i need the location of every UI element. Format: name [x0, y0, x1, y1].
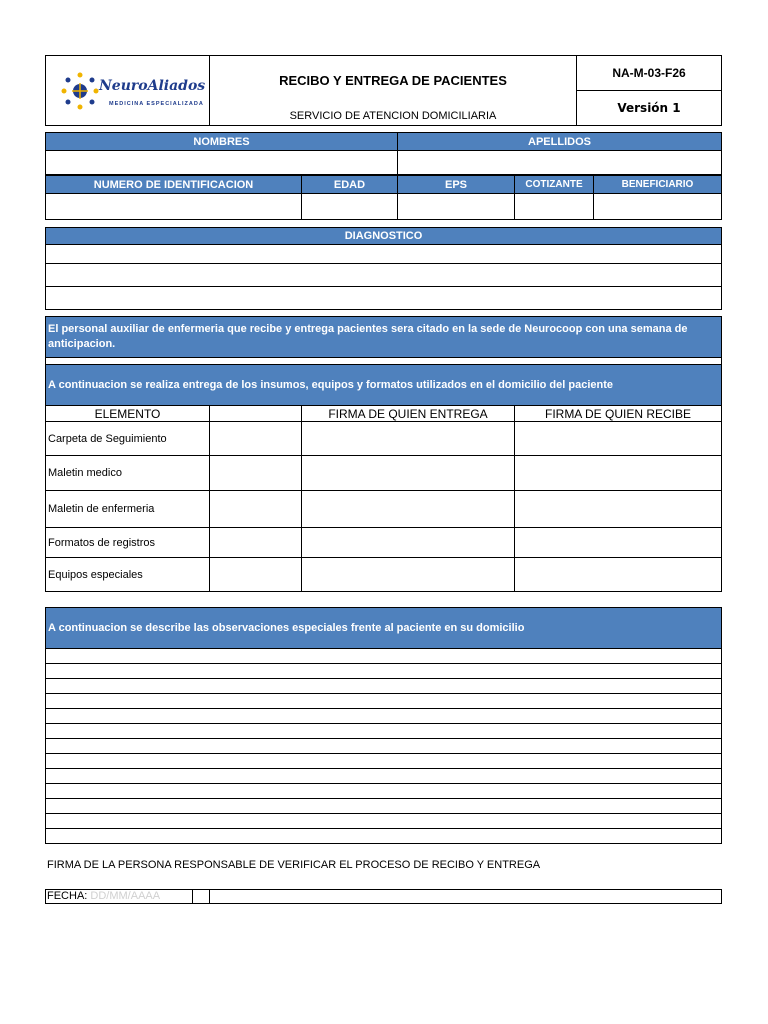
firma-field[interactable] — [209, 889, 722, 904]
page-subtitle: SERVICIO DE ATENCION DOMICILIARIA — [289, 110, 497, 122]
insumos-intro: A continuacion se realiza entrega de los insumos, equipos y formatos utilizados en el domicilio del paciente — [45, 364, 722, 406]
cotizante-header: COTIZANTE — [514, 175, 594, 194]
observaciones-intro: A continuacion se describe las observaciones especiales frente al paciente en su domicilio — [45, 607, 722, 649]
col-elemento: ELEMENTO — [45, 405, 210, 422]
firma-recibe[interactable] — [514, 490, 722, 528]
item-check[interactable] — [209, 527, 302, 558]
notice-text: El personal auxiliar de enfermeria que recibe y entrega pacientes sera citado en la sede de Neurocoop con una semana de anticipacion. — [45, 316, 722, 358]
doc-code: NA-M-03-F26 — [576, 55, 722, 91]
item-label: Maletin de enfermeria — [45, 490, 210, 528]
firma-responsable-label: FIRMA DE LA PERSONA RESPONSABLE DE VERIFICAR EL PROCESO DE RECIBO Y ENTREGA — [47, 859, 541, 871]
observacion-line[interactable] — [45, 753, 722, 769]
header-logo-cell — [45, 55, 210, 126]
col-recibe: FIRMA DE QUIEN RECIBE — [514, 405, 722, 422]
logo-icon — [60, 71, 100, 111]
item-check[interactable] — [209, 421, 302, 456]
observacion-line[interactable] — [45, 723, 722, 739]
observacion-line[interactable] — [45, 678, 722, 694]
observacion-line[interactable] — [45, 768, 722, 784]
numero-id-header: NUMERO DE IDENTIFICACION — [45, 175, 302, 194]
eps-field[interactable] — [397, 193, 515, 220]
firma-recibe[interactable] — [514, 455, 722, 491]
item-label: Carpeta de Seguimiento — [45, 421, 210, 456]
item-check[interactable] — [209, 490, 302, 528]
observacion-line[interactable] — [45, 693, 722, 709]
observacion-line[interactable] — [45, 828, 722, 844]
firma-entrega[interactable] — [301, 490, 515, 528]
col-blank — [209, 405, 302, 422]
edad-field[interactable] — [301, 193, 398, 220]
beneficiario-field[interactable] — [593, 193, 722, 220]
diagnostico-header: DIAGNOSTICO — [45, 227, 722, 245]
firma-entrega[interactable] — [301, 421, 515, 456]
diagnostico-line-3[interactable] — [45, 286, 722, 310]
logo-tagline: MEDICINA ESPECIALIZADA — [109, 101, 204, 107]
logo-name: NeuroAliados — [99, 78, 206, 94]
header-title-cell — [209, 55, 577, 126]
beneficiario-header: BENEFICIARIO — [593, 175, 722, 194]
fecha-placeholder[interactable]: DD/MM/AAAA — [90, 890, 161, 902]
observacion-line[interactable] — [45, 648, 722, 664]
eps-header: EPS — [397, 175, 515, 194]
item-label: Maletin medico — [45, 455, 210, 491]
item-check[interactable] — [209, 455, 302, 491]
observacion-line[interactable] — [45, 798, 722, 814]
firma-entrega[interactable] — [301, 557, 515, 592]
fecha-label: FECHA: — [47, 890, 88, 902]
firma-recibe[interactable] — [514, 421, 722, 456]
observacion-line[interactable] — [45, 813, 722, 829]
firma-entrega[interactable] — [301, 527, 515, 558]
observacion-line[interactable] — [45, 708, 722, 724]
item-label: Equipos especiales — [45, 557, 210, 592]
numero-id-field[interactable] — [45, 193, 302, 220]
fecha-label-cell — [45, 889, 193, 904]
observacion-line[interactable] — [45, 783, 722, 799]
fecha-small-cell[interactable] — [192, 889, 210, 904]
cotizante-field[interactable] — [514, 193, 594, 220]
doc-version: Versión 1 — [576, 90, 722, 126]
firma-recibe[interactable] — [514, 557, 722, 592]
item-label: Formatos de registros — [45, 527, 210, 558]
firma-recibe[interactable] — [514, 527, 722, 558]
nombres-field[interactable] — [45, 150, 398, 175]
observacion-line[interactable] — [45, 738, 722, 754]
diagnostico-line-2[interactable] — [45, 263, 722, 287]
firma-entrega[interactable] — [301, 455, 515, 491]
item-check[interactable] — [209, 557, 302, 592]
edad-header: EDAD — [301, 175, 398, 194]
col-entrega: FIRMA DE QUIEN ENTREGA — [301, 405, 515, 422]
page-title: RECIBO Y ENTREGA DE PACIENTES — [279, 73, 507, 88]
observacion-line[interactable] — [45, 663, 722, 679]
diagnostico-line-1[interactable] — [45, 244, 722, 264]
nombres-header: NOMBRES — [45, 132, 398, 151]
apellidos-header: APELLIDOS — [397, 132, 722, 151]
apellidos-field[interactable] — [397, 150, 722, 175]
